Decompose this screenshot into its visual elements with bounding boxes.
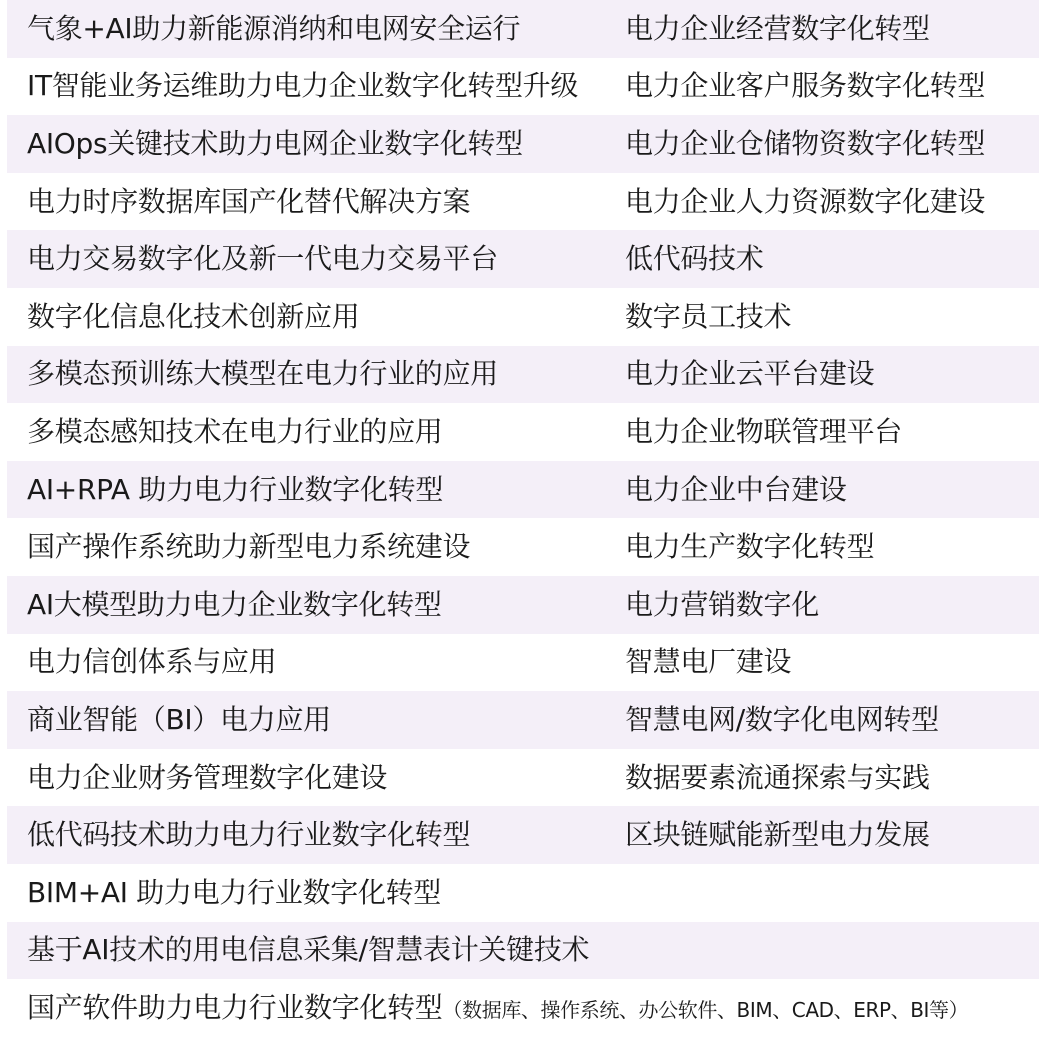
- topic-right: 电力企业中台建设: [625, 472, 847, 506]
- table-row: [7, 115, 1039, 173]
- topic-right: 电力企业经营数字化转型: [625, 11, 930, 45]
- topic-left: 电力交易数字化及新一代电力交易平台: [27, 242, 498, 276]
- topic-left: AI大模型助力电力企业数字化转型: [27, 587, 442, 621]
- topic-left: 多模态感知技术在电力行业的应用: [27, 414, 443, 448]
- topic-right: 数据要素流通探索与实践: [625, 760, 930, 794]
- topic-right: 数字员工技术: [625, 299, 792, 333]
- topic-left: 电力时序数据库国产化替代解决方案: [27, 184, 471, 218]
- table-row: [7, 864, 1039, 922]
- topic-left: AI+RPA 助力电力行业数字化转型: [27, 472, 444, 506]
- topic-left: 数字化信息化技术创新应用: [27, 299, 360, 333]
- table-row: [7, 346, 1039, 404]
- topic-left: 多模态预训练大模型在电力行业的应用: [27, 357, 498, 391]
- table-row: [7, 634, 1039, 692]
- topic-left: 电力企业财务管理数字化建设: [27, 760, 388, 794]
- topic-right: 电力企业人力资源数字化建设: [625, 184, 986, 218]
- topic-full-with-note: [7, 990, 969, 1024]
- topic-right: 电力企业云平台建设: [625, 357, 875, 391]
- table-row: [7, 403, 1039, 461]
- topic-left: 商业智能（BI）电力应用: [27, 702, 331, 736]
- table-row: [7, 0, 1039, 58]
- topic-right: 区块链赋能新型电力发展: [625, 818, 930, 852]
- table-row: [7, 230, 1039, 288]
- topic-table: [7, 0, 1039, 1037]
- topic-right: 电力企业客户服务数字化转型: [625, 69, 986, 103]
- table-row: [7, 461, 1039, 519]
- table-row: [7, 979, 1039, 1037]
- table-row: [7, 288, 1039, 346]
- topic-right: 电力企业仓储物资数字化转型: [625, 126, 986, 160]
- table-row: [7, 518, 1039, 576]
- topic-full: BIM+AI 助力电力行业数字化转型: [27, 875, 441, 909]
- table-row: [7, 173, 1039, 231]
- table-row: [7, 806, 1039, 864]
- topic-right: 电力企业物联管理平台: [625, 414, 903, 448]
- topic-note: （数据库、操作系统、办公软件、BIM、CAD、ERP、BI等）: [442, 997, 969, 1022]
- topic-left: IT智能业务运维助力电力企业数字化转型升级: [27, 69, 579, 103]
- topic-right: 低代码技术: [625, 242, 764, 276]
- table-row: [7, 922, 1039, 980]
- topic-right: 电力生产数字化转型: [625, 530, 875, 564]
- topic-left: 国产操作系统助力新型电力系统建设: [27, 530, 471, 564]
- table-row: [7, 691, 1039, 749]
- topic-left: 电力信创体系与应用: [27, 645, 277, 679]
- table-row: [7, 58, 1039, 116]
- topic-text: 国产软件助力电力行业数字化转型: [27, 990, 443, 1024]
- topic-left: 低代码技术助力电力行业数字化转型: [27, 818, 471, 852]
- topic-left: 气象+AI助力新能源消纳和电网安全运行: [27, 11, 521, 45]
- topic-full: 基于AI技术的用电信息采集/智慧表计关键技术: [27, 933, 590, 967]
- topic-right: 智慧电网/数字化电网转型: [625, 702, 939, 736]
- table-row: [7, 576, 1039, 634]
- table-row: [7, 749, 1039, 807]
- topic-right: 智慧电厂建设: [625, 645, 792, 679]
- topic-left: AIOps关键技术助力电网企业数字化转型: [27, 126, 523, 160]
- topic-right: 电力营销数字化: [625, 587, 819, 621]
